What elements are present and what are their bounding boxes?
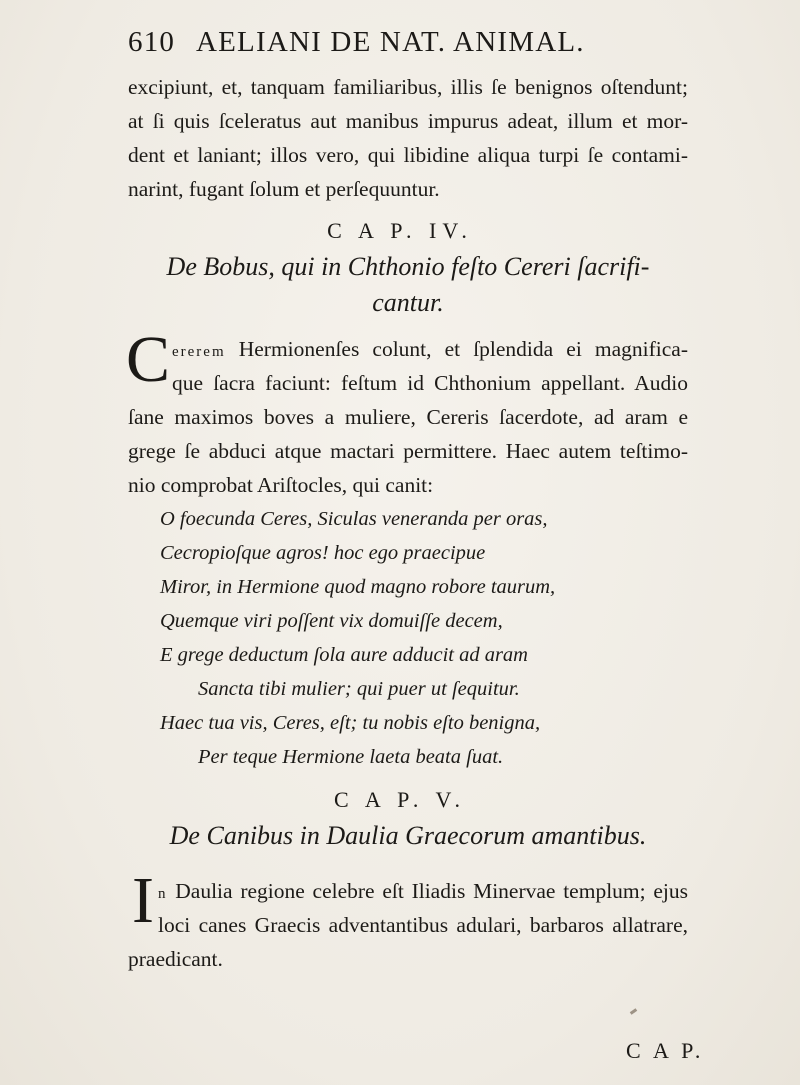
verse-line: Per teque Hermione laeta beata ſuat. (198, 746, 504, 768)
chapter-title-v (128, 818, 688, 854)
verse-line: Haec tua vis, Ceres, eſt; tu nobis eſto benigna, (160, 712, 541, 734)
chapter-title-iv (128, 249, 688, 321)
chapter-title-line: cantur. (372, 288, 444, 317)
text-line: praedicant. (128, 947, 223, 971)
page-number: 610 (128, 26, 176, 58)
first-word-smallcaps: n (158, 886, 168, 902)
text-line: nio comprobat Ariſtocles, qui canit: (128, 473, 434, 497)
chapter-title-line: De Canibus in Daulia Graecorum amantibus. (169, 821, 647, 850)
drop-cap: I (132, 864, 154, 937)
verse-line: Quemque viri poſſent vix domuiſſe decem, (160, 610, 503, 632)
text-line (128, 874, 688, 908)
drop-cap: C (126, 323, 171, 396)
text-line: at ſi quis ſceleratus aut manibus impurus adeat, illum et mor- (128, 109, 688, 133)
text-fragment: Daulia regione celebre eſt Iliadis Minervae templum; ejus (167, 879, 688, 903)
chapter-heading-iv: C A P. IV. (327, 218, 473, 243)
text-line: ſane maximos boves a muliere, Cereris ſacerdote, ad aram e (128, 405, 688, 429)
ink-speck (630, 1008, 637, 1014)
text-line: dent et laniant; illos vero, qui libidine aliqua turpi ſe contami- (128, 143, 688, 167)
text-fragment: Hermionenſes colunt, et ſplendida ei magnifica- (225, 337, 688, 361)
paragraph-continuation (128, 70, 688, 206)
verse-block (160, 502, 690, 774)
verse-line: Sancta tibi mulier; qui puer ut ſequitur. (198, 678, 520, 700)
paragraph-ch4 (128, 332, 688, 502)
chapter-title-line: De Bobus, qui in Chthonio feſto Cereri ſacrifi- (166, 252, 650, 281)
running-title: AELIANI DE NAT. ANIMAL. (196, 26, 585, 58)
running-head (128, 26, 688, 60)
text-line: grege ſe abduci atque mactari permittere. Haec autem teſtimo- (128, 439, 688, 463)
verse-line: O foecunda Ceres, Siculas veneranda per oras, (160, 508, 548, 530)
verse-line: Cecropioſque agros! hoc ego praecipue (160, 542, 486, 564)
text-line: que ſacra faciunt: feſtum id Chthonium appellant. Audio (172, 371, 688, 395)
paragraph-ch5 (128, 874, 688, 976)
first-word-smallcaps: ererem (172, 344, 226, 360)
verse-line: Miror, in Hermione quod magno robore taurum, (160, 576, 556, 598)
text-line: excipiunt, et, tanquam familiaribus, illis ſe benignos oſtendunt; (128, 75, 688, 99)
text-line (128, 332, 688, 366)
chapter-heading-v: C A P. V. (333, 787, 467, 812)
text-line: narint, fugant ſolum et perſequuntur. (128, 177, 440, 201)
catchword: C A P. (626, 1038, 705, 1063)
verse-line: E grege deductum ſola aure adducit ad aram (160, 644, 528, 666)
text-line: loci canes Graecis adventantibus adulari, barbaros allatrare, (158, 913, 688, 937)
